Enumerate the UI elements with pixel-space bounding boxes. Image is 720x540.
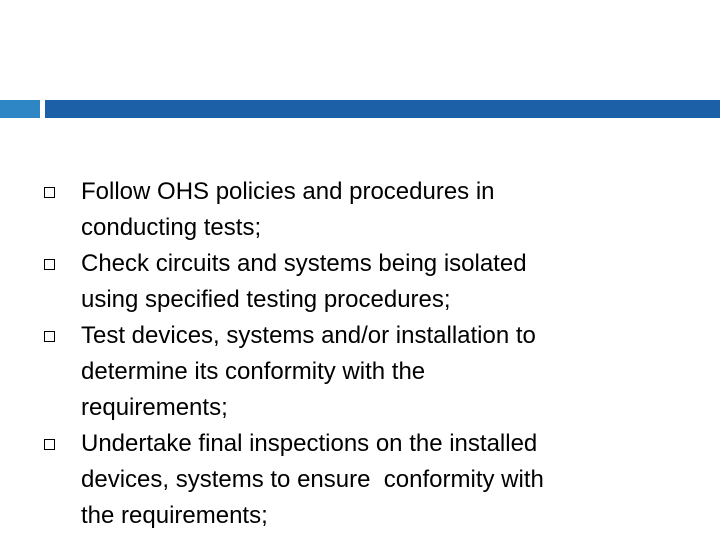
bullet-3-line-1: Test devices, systems and/or installation to xyxy=(81,322,536,349)
hollow-square-bullet-icon xyxy=(44,187,55,198)
bullet-1-line-1: Follow OHS policies and procedures in xyxy=(81,178,495,205)
bullet-item-4 xyxy=(0,426,720,534)
bullet-list xyxy=(0,174,720,534)
hollow-square-bullet-icon xyxy=(44,331,55,342)
bullet-item-1 xyxy=(0,174,720,246)
bullet-3-line-2: determine its conformity with the xyxy=(81,358,426,385)
bullet-4-line-3: the requirements; xyxy=(81,502,268,529)
hollow-square-bullet-icon xyxy=(44,439,55,450)
bullet-4-line-2: devices, systems to ensure conformity with xyxy=(81,466,544,493)
accent-bar-left-segment xyxy=(0,100,40,118)
bullet-2-line-2: using specified testing procedures; xyxy=(81,286,451,313)
bullet-2-line-1: Check circuits and systems being isolated xyxy=(81,250,527,277)
bullet-3-line-3: requirements; xyxy=(81,394,228,421)
hollow-square-bullet-icon xyxy=(44,259,55,270)
accent-bar-main xyxy=(45,100,720,118)
bullet-4-line-1: Undertake final inspections on the installed xyxy=(81,430,538,457)
bullet-item-2 xyxy=(0,246,720,318)
bullet-1-line-2: conducting tests; xyxy=(81,214,262,241)
bullet-item-3 xyxy=(0,318,720,426)
